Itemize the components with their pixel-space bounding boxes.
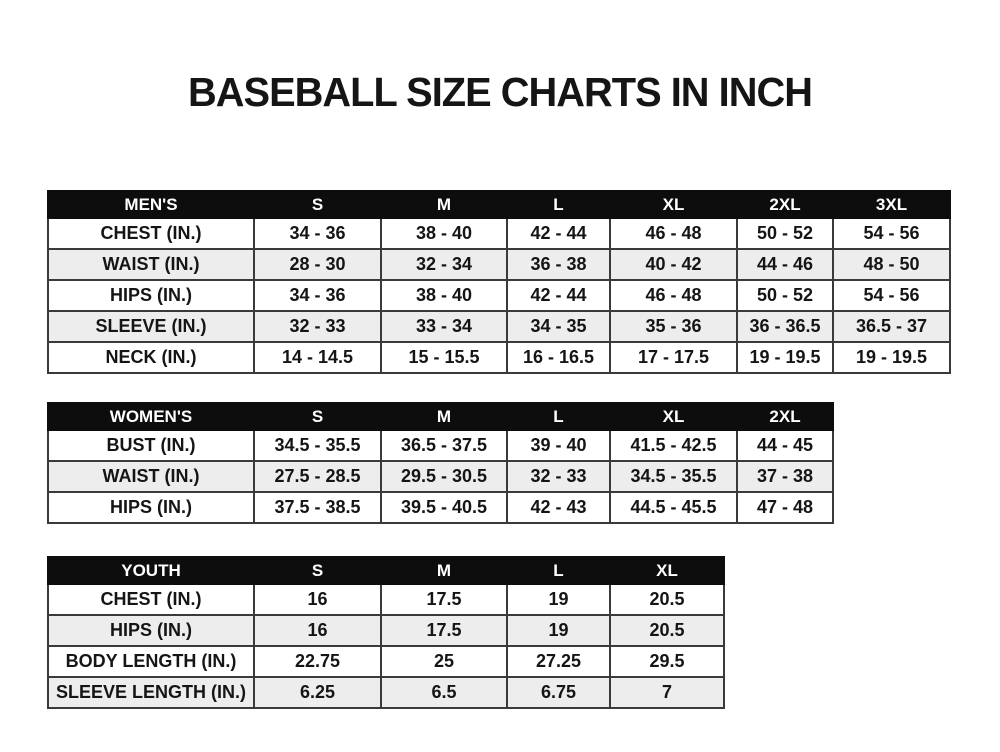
size-value-cell: 16 bbox=[254, 584, 381, 615]
size-value-cell: 37.5 - 38.5 bbox=[254, 492, 381, 523]
womens-header-row bbox=[48, 403, 833, 430]
size-value-cell: 44.5 - 45.5 bbox=[610, 492, 737, 523]
size-value-cell: 39.5 - 40.5 bbox=[381, 492, 507, 523]
row-label-cell: CHEST (IN.) bbox=[48, 218, 254, 249]
size-value-cell: 54 - 56 bbox=[833, 280, 950, 311]
row-label-cell: HIPS (IN.) bbox=[48, 615, 254, 646]
youth-column-header: S bbox=[254, 557, 381, 584]
mens-table-row bbox=[48, 342, 950, 373]
size-value-cell: 34.5 - 35.5 bbox=[610, 461, 737, 492]
size-value-cell: 34.5 - 35.5 bbox=[254, 430, 381, 461]
youth-table-row bbox=[48, 646, 724, 677]
size-value-cell: 29.5 bbox=[610, 646, 724, 677]
mens-table-title: MEN'S bbox=[48, 191, 254, 218]
size-value-cell: 17 - 17.5 bbox=[610, 342, 737, 373]
size-value-cell: 6.5 bbox=[381, 677, 507, 708]
size-value-cell: 7 bbox=[610, 677, 724, 708]
size-value-cell: 19 - 19.5 bbox=[833, 342, 950, 373]
size-value-cell: 34 - 36 bbox=[254, 218, 381, 249]
size-value-cell: 19 bbox=[507, 584, 610, 615]
youth-header-row bbox=[48, 557, 724, 584]
size-value-cell: 20.5 bbox=[610, 584, 724, 615]
mens-column-header: 3XL bbox=[833, 191, 950, 218]
size-value-cell: 35 - 36 bbox=[610, 311, 737, 342]
size-value-cell: 42 - 43 bbox=[507, 492, 610, 523]
womens-column-header: S bbox=[254, 403, 381, 430]
size-value-cell: 50 - 52 bbox=[737, 280, 833, 311]
size-value-cell: 32 - 33 bbox=[254, 311, 381, 342]
size-value-cell: 48 - 50 bbox=[833, 249, 950, 280]
mens-column-header: L bbox=[507, 191, 610, 218]
row-label-cell: HIPS (IN.) bbox=[48, 492, 254, 523]
size-value-cell: 20.5 bbox=[610, 615, 724, 646]
youth-column-header: XL bbox=[610, 557, 724, 584]
size-value-cell: 27.5 - 28.5 bbox=[254, 461, 381, 492]
size-value-cell: 6.25 bbox=[254, 677, 381, 708]
size-value-cell: 17.5 bbox=[381, 615, 507, 646]
mens-column-header: XL bbox=[610, 191, 737, 218]
row-label-cell: NECK (IN.) bbox=[48, 342, 254, 373]
mens-header-row bbox=[48, 191, 950, 218]
womens-size-table bbox=[47, 402, 834, 524]
mens-table-row bbox=[48, 280, 950, 311]
womens-column-header: M bbox=[381, 403, 507, 430]
womens-table-title: WOMEN'S bbox=[48, 403, 254, 430]
size-value-cell: 54 - 56 bbox=[833, 218, 950, 249]
size-value-cell: 44 - 46 bbox=[737, 249, 833, 280]
size-value-cell: 19 - 19.5 bbox=[737, 342, 833, 373]
size-value-cell: 42 - 44 bbox=[507, 280, 610, 311]
row-label-cell: HIPS (IN.) bbox=[48, 280, 254, 311]
size-value-cell: 32 - 33 bbox=[507, 461, 610, 492]
size-value-cell: 38 - 40 bbox=[381, 218, 507, 249]
size-value-cell: 46 - 48 bbox=[610, 280, 737, 311]
mens-table-row bbox=[48, 249, 950, 280]
size-value-cell: 36 - 38 bbox=[507, 249, 610, 280]
size-value-cell: 22.75 bbox=[254, 646, 381, 677]
page-title: BASEBALL SIZE CHARTS IN INCH bbox=[188, 69, 812, 115]
size-value-cell: 14 - 14.5 bbox=[254, 342, 381, 373]
size-value-cell: 27.25 bbox=[507, 646, 610, 677]
size-value-cell: 37 - 38 bbox=[737, 461, 833, 492]
youth-table-row bbox=[48, 615, 724, 646]
youth-size-table bbox=[47, 556, 725, 709]
mens-table-row bbox=[48, 311, 950, 342]
mens-column-header: S bbox=[254, 191, 381, 218]
mens-table bbox=[47, 190, 951, 374]
row-label-cell: CHEST (IN.) bbox=[48, 584, 254, 615]
size-value-cell: 38 - 40 bbox=[381, 280, 507, 311]
size-value-cell: 16 - 16.5 bbox=[507, 342, 610, 373]
youth-column-header: M bbox=[381, 557, 507, 584]
womens-table-row bbox=[48, 492, 833, 523]
size-value-cell: 36.5 - 37.5 bbox=[381, 430, 507, 461]
womens-column-header: L bbox=[507, 403, 610, 430]
youth-table bbox=[47, 556, 725, 709]
size-value-cell: 36.5 - 37 bbox=[833, 311, 950, 342]
youth-table-row bbox=[48, 677, 724, 708]
size-value-cell: 44 - 45 bbox=[737, 430, 833, 461]
size-value-cell: 29.5 - 30.5 bbox=[381, 461, 507, 492]
mens-size-table bbox=[47, 190, 951, 374]
size-value-cell: 19 bbox=[507, 615, 610, 646]
row-label-cell: SLEEVE (IN.) bbox=[48, 311, 254, 342]
row-label-cell: WAIST (IN.) bbox=[48, 249, 254, 280]
size-value-cell: 36 - 36.5 bbox=[737, 311, 833, 342]
mens-column-header: 2XL bbox=[737, 191, 833, 218]
size-value-cell: 17.5 bbox=[381, 584, 507, 615]
row-label-cell: SLEEVE LENGTH (IN.) bbox=[48, 677, 254, 708]
size-value-cell: 16 bbox=[254, 615, 381, 646]
size-value-cell: 50 - 52 bbox=[737, 218, 833, 249]
size-value-cell: 6.75 bbox=[507, 677, 610, 708]
mens-table-row bbox=[48, 218, 950, 249]
size-value-cell: 41.5 - 42.5 bbox=[610, 430, 737, 461]
size-value-cell: 46 - 48 bbox=[610, 218, 737, 249]
size-value-cell: 28 - 30 bbox=[254, 249, 381, 280]
size-value-cell: 42 - 44 bbox=[507, 218, 610, 249]
size-value-cell: 34 - 35 bbox=[507, 311, 610, 342]
womens-table-row bbox=[48, 461, 833, 492]
size-value-cell: 47 - 48 bbox=[737, 492, 833, 523]
row-label-cell: WAIST (IN.) bbox=[48, 461, 254, 492]
womens-column-header: XL bbox=[610, 403, 737, 430]
size-value-cell: 32 - 34 bbox=[381, 249, 507, 280]
womens-column-header: 2XL bbox=[737, 403, 833, 430]
youth-column-header: L bbox=[507, 557, 610, 584]
womens-table bbox=[47, 402, 834, 524]
size-value-cell: 33 - 34 bbox=[381, 311, 507, 342]
row-label-cell: BODY LENGTH (IN.) bbox=[48, 646, 254, 677]
womens-table-row bbox=[48, 430, 833, 461]
mens-column-header: M bbox=[381, 191, 507, 218]
size-value-cell: 15 - 15.5 bbox=[381, 342, 507, 373]
row-label-cell: BUST (IN.) bbox=[48, 430, 254, 461]
size-value-cell: 39 - 40 bbox=[507, 430, 610, 461]
size-value-cell: 34 - 36 bbox=[254, 280, 381, 311]
youth-table-title: YOUTH bbox=[48, 557, 254, 584]
size-value-cell: 25 bbox=[381, 646, 507, 677]
youth-table-row bbox=[48, 584, 724, 615]
size-value-cell: 40 - 42 bbox=[610, 249, 737, 280]
